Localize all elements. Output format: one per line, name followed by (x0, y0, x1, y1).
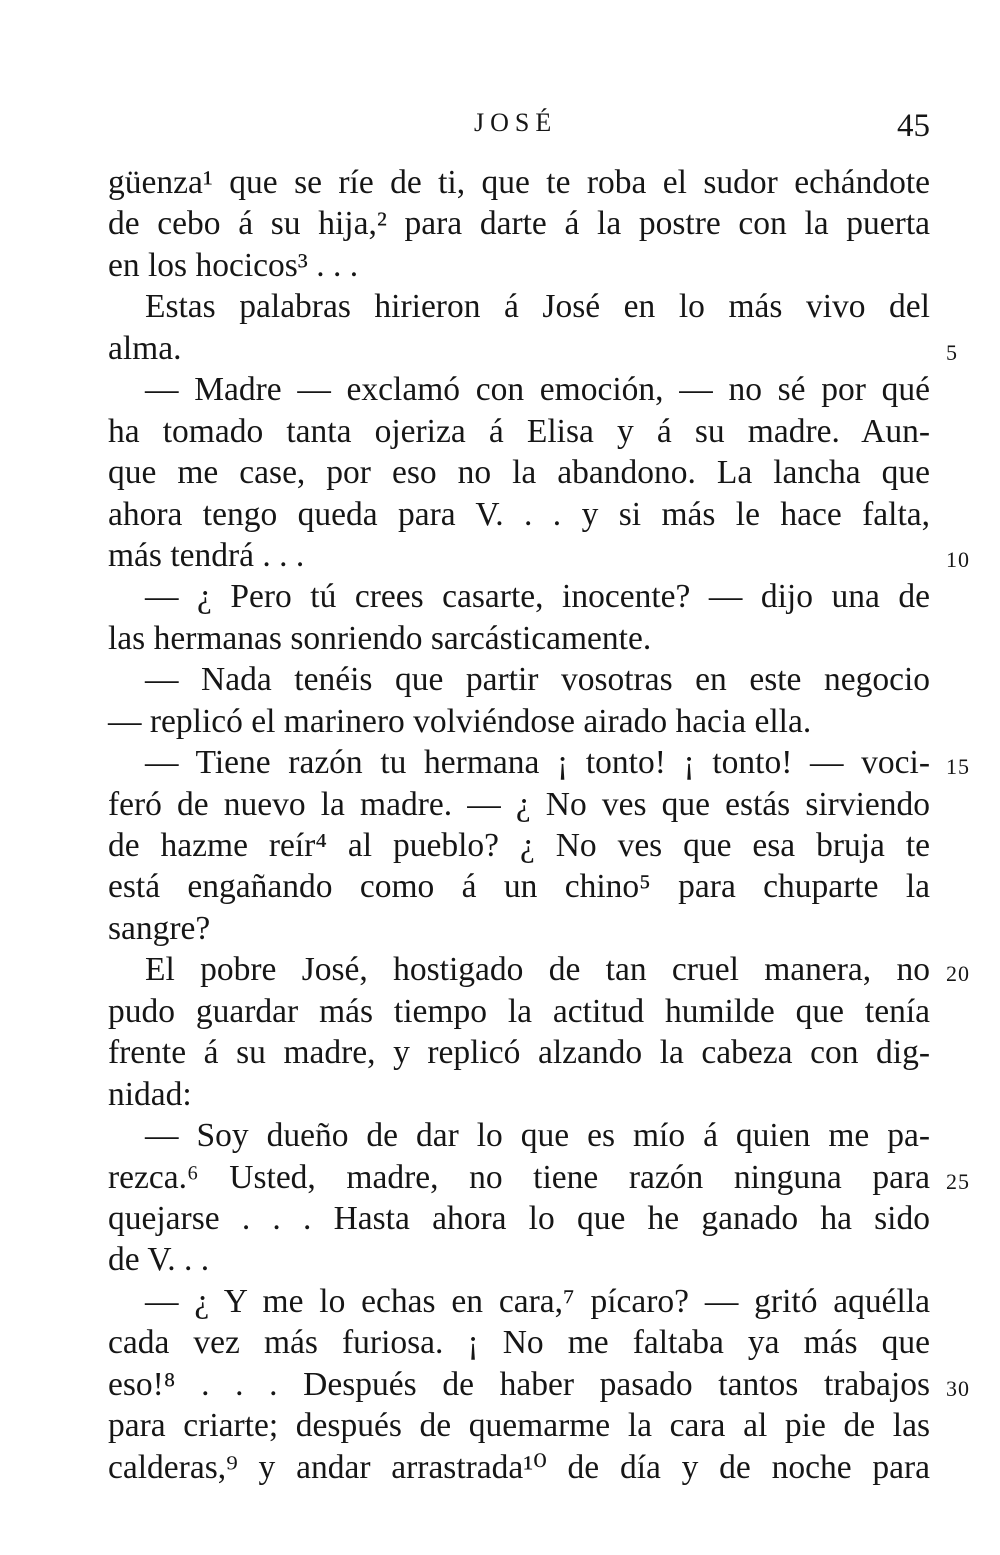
line-number: 25 (946, 1168, 970, 1194)
text-line (108, 1115, 930, 1156)
text-line (108, 1074, 930, 1115)
text-line (108, 576, 930, 617)
line-text: — Nada tenéis que partir vosotras en este negocio (145, 661, 930, 699)
line-text: ha tomado tanta ojeriza á Elisa y á su madre. Aun- (108, 412, 930, 450)
line-text: de V. . . (108, 1241, 210, 1279)
line-text: para criarte; después de quemarme la cara al pie de las (108, 1407, 930, 1445)
line-text: quejarse . . . Hasta ahora lo que he ganado ha sido (108, 1199, 930, 1237)
text-line (108, 659, 930, 700)
text-line (108, 1198, 930, 1239)
text-line (108, 825, 930, 866)
text-line (108, 245, 930, 286)
line-number: 30 (946, 1375, 970, 1401)
text-line (108, 1364, 970, 1405)
line-text: de hazme reír⁴ al pueblo? ¿ No ves que esa bruja te (108, 827, 930, 864)
line-text: — ¿ Y me lo echas en cara,⁷ pícaro? — gritó aquélla (145, 1282, 930, 1320)
line-text: El pobre José, hostigado de tan cruel manera, no (145, 951, 930, 989)
line-text: está engañando como á un chino⁵ para chuparte la (108, 868, 930, 906)
text-line (108, 1281, 930, 1322)
text-line (108, 203, 930, 244)
line-text: cada vez más furiosa. ¡ No me faltaba ya más que (108, 1324, 930, 1362)
line-text: que me case, por eso no la abandono. La lancha que (108, 454, 930, 492)
text-line (108, 1322, 930, 1363)
line-text: rezca.⁶ Usted, madre, no tiene razón ninguna para (108, 1158, 930, 1196)
text-line (108, 1239, 930, 1280)
text-line (108, 535, 970, 576)
text-line (108, 618, 930, 659)
text-line (108, 701, 930, 742)
text-line (108, 494, 930, 535)
line-text: nidad: (108, 1075, 192, 1113)
body-text (108, 162, 970, 1488)
text-line (108, 1157, 970, 1198)
line-text: — Tiene razón tu hermana ¡ tonto! ¡ tonto! — voci- (145, 744, 930, 782)
text-line (108, 411, 930, 452)
text-line (108, 1447, 930, 1488)
line-text: güenza¹ que se ríe de ti, que te roba el sudor echándote (108, 164, 930, 201)
line-number: 15 (946, 754, 970, 780)
line-text: frente á su madre, y replicó alzando la cabeza con dig- (108, 1034, 930, 1072)
text-line (108, 286, 930, 327)
text-line (108, 328, 958, 369)
line-text: pudo guardar más tiempo la actitud humilde que tenía (108, 992, 930, 1030)
text-line (108, 949, 970, 990)
line-text: — Madre — exclamó con emoción, — no sé por qué (145, 371, 930, 409)
page-number: 45 (897, 108, 930, 144)
line-text: feró de nuevo la madre. — ¿ No ves que estás sirviendo (108, 785, 930, 823)
text-line (108, 742, 970, 783)
text-line (108, 369, 930, 410)
text-line (108, 452, 930, 493)
line-text: alma. (108, 329, 182, 367)
line-text: sangre? (108, 909, 211, 947)
line-number: 20 (946, 961, 970, 987)
text-line (108, 162, 930, 203)
line-text: más tendrá . . . (108, 536, 305, 574)
line-text: calderas,⁹ y andar arrastrada¹⁰ de día y de noche para (108, 1448, 930, 1486)
line-number: 5 (946, 339, 958, 365)
page-header (0, 108, 1000, 148)
text-line (108, 866, 930, 907)
line-text: — ¿ Pero tú crees casarte, inocente? — dijo una de (145, 578, 930, 616)
text-line (108, 908, 930, 949)
line-text: — replicó el marinero volviéndose airado hacia ella. (108, 702, 812, 740)
text-line (108, 1032, 930, 1073)
line-text: las hermanas sonriendo sarcásticamente. (108, 619, 652, 657)
line-number: 10 (946, 546, 970, 572)
line-text: — Soy dueño de dar lo que es mío á quien me pa- (145, 1117, 930, 1155)
running-head: JOSÉ (474, 108, 558, 137)
line-text: Estas palabras hirieron á José en lo más vivo del (145, 288, 930, 326)
line-text: eso!⁸ . . . Después de haber pasado tantos trabajos (108, 1365, 930, 1403)
text-line (108, 784, 930, 825)
text-line (108, 1405, 930, 1446)
line-text: ahora tengo queda para V. . . y si más le hace falta, (108, 495, 930, 533)
line-text: de cebo á su hija,² para darte á la postre con la puerta (108, 205, 930, 243)
text-line (108, 991, 930, 1032)
line-text: en los hocicos³ . . . (108, 246, 359, 284)
